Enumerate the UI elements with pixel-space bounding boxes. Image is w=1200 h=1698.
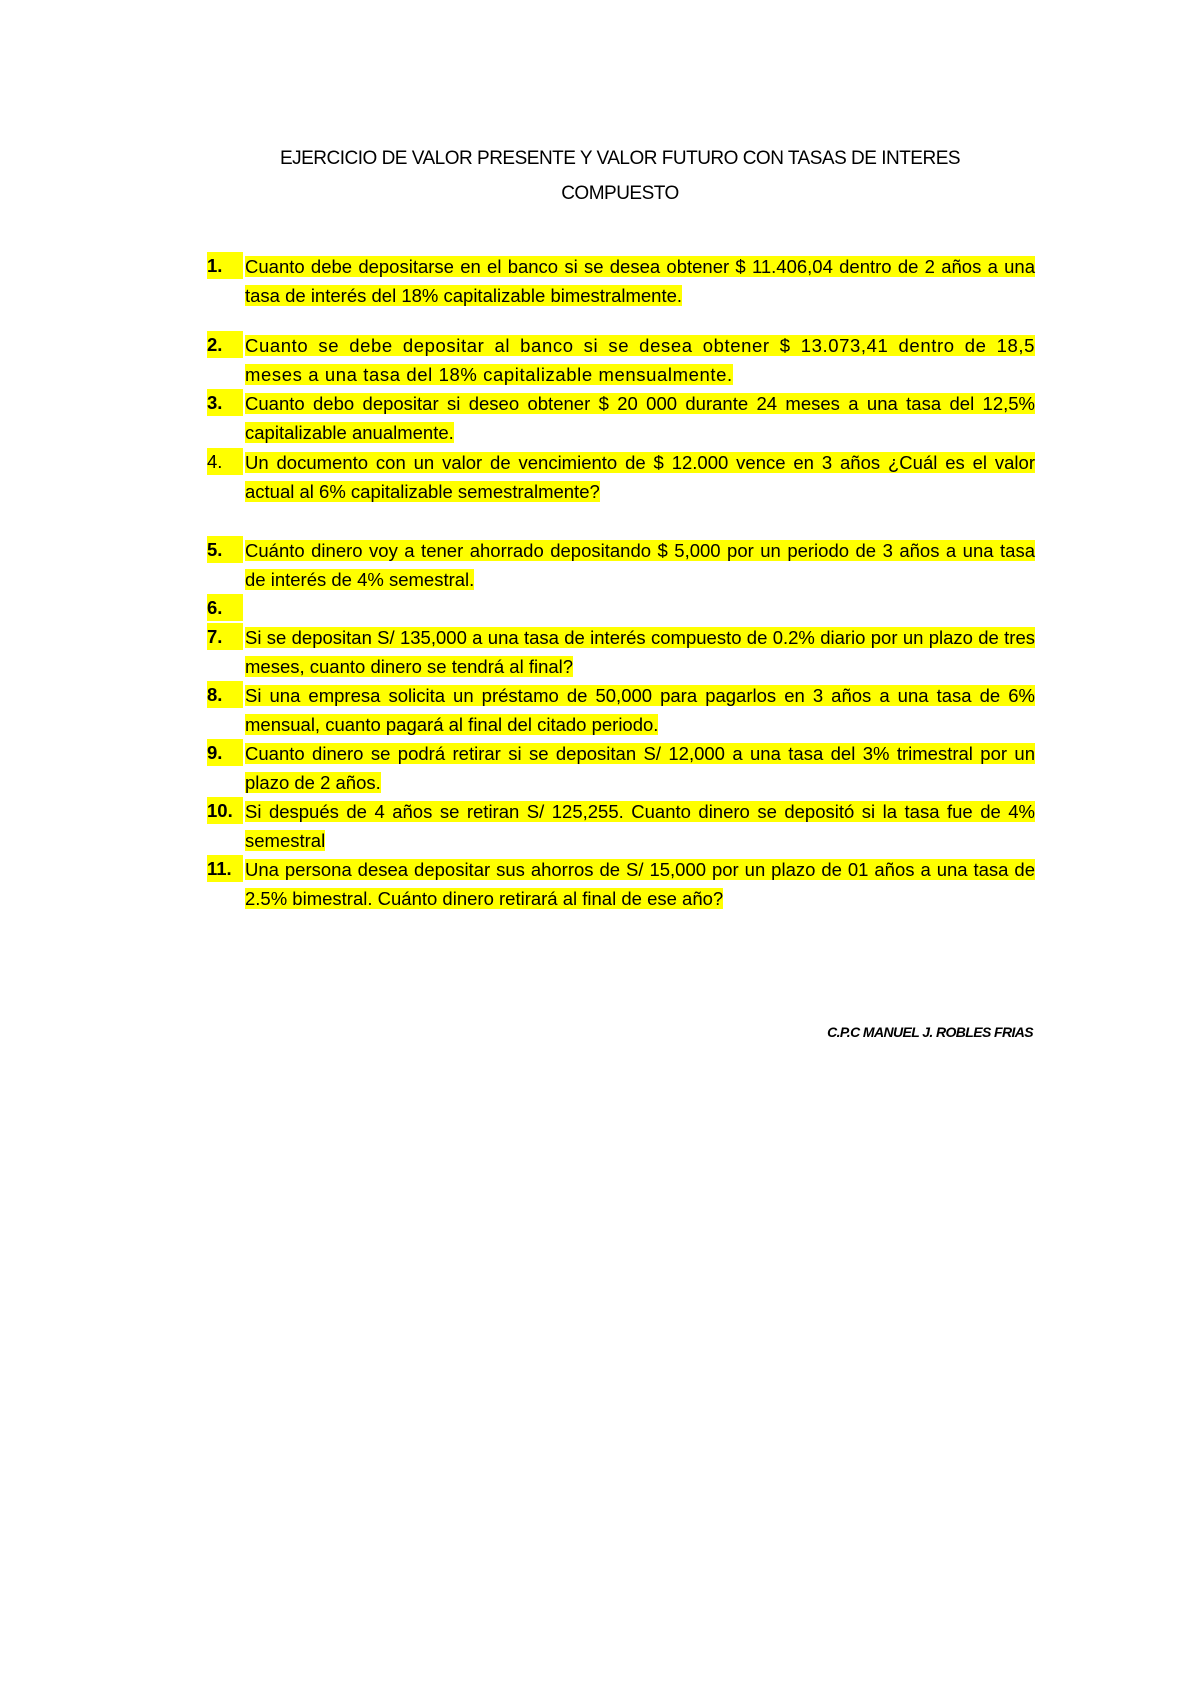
item-number: 6.	[207, 594, 243, 621]
item-number: 9.	[207, 739, 243, 766]
document-title-line-2: COMPUESTO	[561, 183, 679, 204]
item-text: Cuanto se debe depositar al banco si se desea obtener $ 13.073,41 dentro de 18,5 meses a una tasa del 18% capitalizable mensualmente.	[245, 335, 1035, 385]
item-number: 1.	[207, 252, 243, 279]
item-text: Si se depositan S/ 135,000 a una tasa de interés compuesto de 0.2% diario por un plazo de tres meses, cuanto dinero se tendrá al final?	[245, 627, 1035, 677]
item-text: Cuanto dinero se podrá retirar si se depositan S/ 12,000 a una tasa del 3% trimestral por un plazo de 2 años.	[245, 743, 1035, 793]
author-signature: C.P.C MANUEL J. ROBLES FRIAS	[827, 1024, 1033, 1040]
item-number: 10.	[207, 797, 243, 824]
item-text: Cuanto debo depositar si deseo obtener $ 20 000 durante 24 meses a una tasa del 12,5% capitalizable anualmente.	[245, 393, 1035, 443]
item-text: Una persona desea depositar sus ahorros de S/ 15,000 por un plazo de 01 años a una tasa de 2.5% bimestral. Cuánto dinero retirará al final de ese año?	[245, 859, 1035, 909]
item-text: Si después de 4 años se retiran S/ 125,255. Cuanto dinero se depositó si la tasa fue de 4% semestral	[245, 801, 1035, 851]
item-text: Cuanto debe depositarse en el banco si se desea obtener $ 11.406,04 dentro de 2 años a una tasa de interés del 18% capitalizable bimestralmente.	[245, 256, 1035, 306]
item-number: 4.	[207, 448, 243, 475]
document-title-line-1: EJERCICIO DE VALOR PRESENTE Y VALOR FUTURO CON TASAS DE INTERES	[279, 148, 961, 169]
item-number: 3.	[207, 389, 243, 416]
item-text: Si una empresa solicita un préstamo de 50,000 para pagarlos en 3 años a una tasa de 6% mensual, cuanto pagará al final del citado periodo.	[245, 685, 1035, 735]
item-number: 5.	[207, 536, 243, 563]
item-text: Un documento con un valor de vencimiento de $ 12.000 vence en 3 años ¿Cuál es el valor actual al 6% capitalizable semestralmente?	[245, 452, 1035, 502]
item-number: 2.	[207, 331, 243, 358]
item-number: 8.	[207, 681, 243, 708]
item-text: Cuánto dinero voy a tener ahorrado depositando $ 5,000 por un periodo de 3 años a una tasa de interés de 4% semestral.	[245, 540, 1035, 590]
item-number: 7.	[207, 623, 243, 650]
item-number: 11.	[207, 855, 243, 882]
